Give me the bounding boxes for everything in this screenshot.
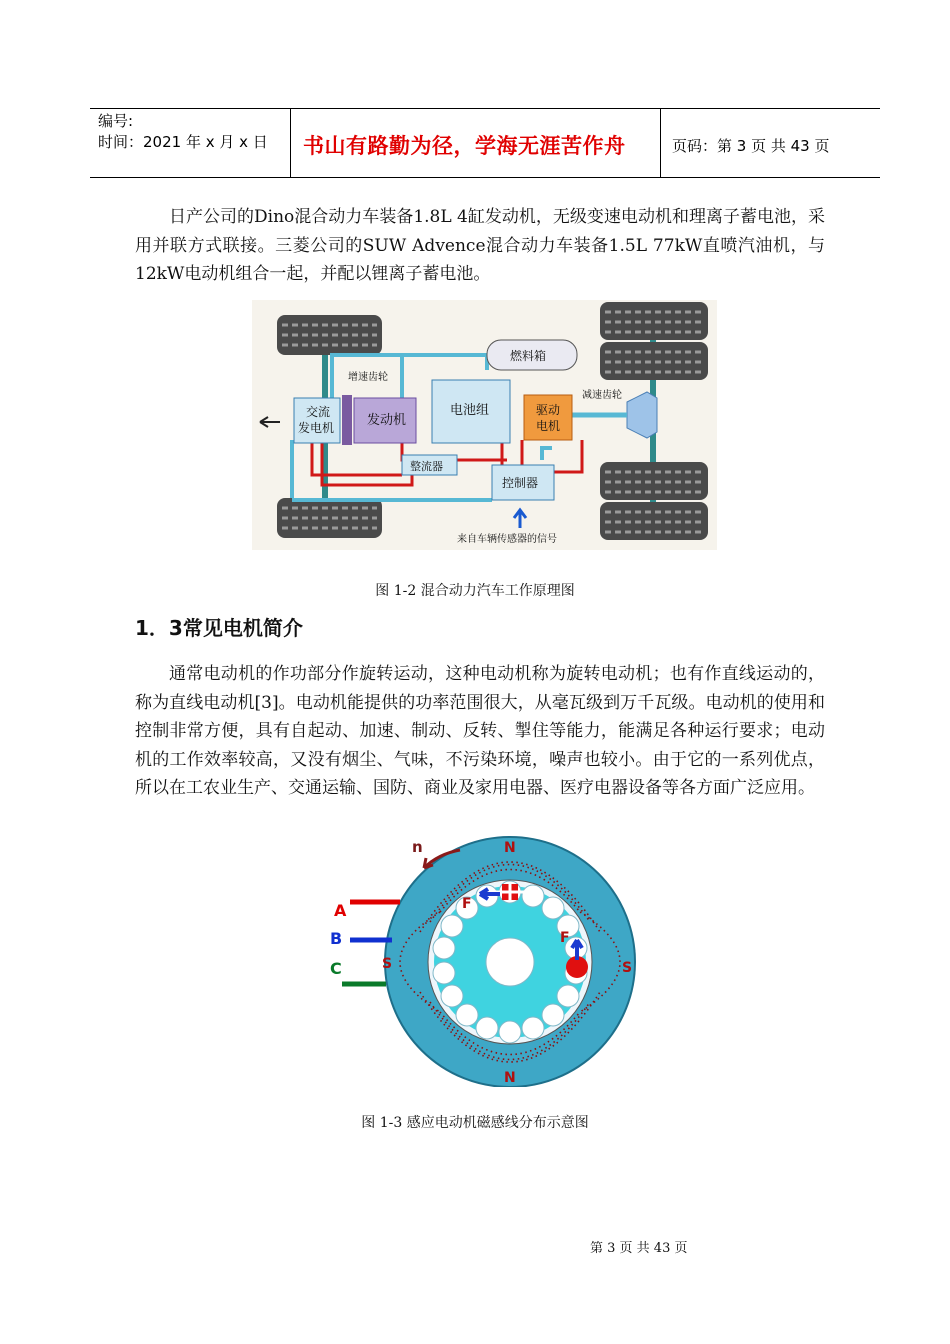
label-controller: 控制器 xyxy=(502,476,539,490)
tire-front-bottom xyxy=(277,498,382,538)
label-pole-s-right: S xyxy=(622,960,633,976)
label-n: n xyxy=(412,838,423,856)
section-title: 1．3常见电机简介 xyxy=(135,616,303,640)
label-drive-motor-2: 电机 xyxy=(536,419,561,433)
page-footer: 第 3 页 共 43 页 xyxy=(590,1241,688,1256)
header-top-rule xyxy=(90,108,880,109)
label-ac-generator-2: 发电机 xyxy=(298,421,335,435)
paragraph-2: 通常电动机的作功部分作旋转运动，这种电动机称为旋转电动机；也有作直线运动的，称为直线电动机[3]。电动机能提供的功率范围很大，从毫瓦级到万千瓦级。电动机的使用和控制非常方便，具有自起动、加速、制动、反转、掣住等能力，能满足各种运行要求；电动机的工作效率较高，又没有烟尘、气味，不污染环境，噪声也较小。由于它的一系列优点，所以在工农业生产、交通运输、国防、商业及家用电器、医疗电器设备等各方面广泛应用。 xyxy=(135,664,825,798)
drive-motor-box xyxy=(524,395,572,440)
label-pole-n-bottom: N xyxy=(504,1070,516,1086)
header-page-label: 页码：第 3 页 共 43 页 xyxy=(672,137,830,155)
label-fuel-tank: 燃料箱 xyxy=(510,349,547,363)
tire-rear-top-1 xyxy=(600,302,708,340)
label-ac-generator-1: 交流 xyxy=(306,405,331,419)
header-bottom-rule xyxy=(90,177,880,178)
label-phase-c: C xyxy=(330,959,342,978)
label-phase-a: A xyxy=(334,901,347,920)
tire-rear-top-2 xyxy=(600,342,708,380)
label-rectifier: 整流器 xyxy=(410,460,443,473)
header-motto: 书山有路勤为径，学海无涯苦作舟 xyxy=(303,134,626,158)
label-battery: 电池组 xyxy=(450,403,490,418)
label-sensor-signal: 来自车辆传感器的信号 xyxy=(457,534,557,545)
figure-2-caption: 图 1-3 感应电动机磁感线分布示意图 xyxy=(361,1115,589,1131)
label-force-right: F xyxy=(560,930,570,946)
paragraph-1: 日产公司的Dino混合动力车装备1.8L 4缸发动机，无级变速电动机和理离子蓄电池，采用并联方式联接。三菱公司的SUW Advence混合动力车装备1.5L 77kW直喷汽油机，与12kW电动机组合一起，并配以锂离子蓄电池。 xyxy=(135,207,825,284)
header-divider-left xyxy=(290,108,291,177)
label-pole-s-left: S xyxy=(382,956,393,972)
hybrid-vehicle-diagram xyxy=(252,300,717,550)
tire-rear-bottom-2 xyxy=(600,502,708,540)
label-pole-n-top: N xyxy=(504,840,516,856)
label-phase-b: B xyxy=(330,929,343,948)
tire-front-top xyxy=(277,315,382,355)
header-time-label: 时间：2021 年 x 月 x 日 xyxy=(98,133,268,151)
header-divider-right xyxy=(660,108,661,177)
header-number-label: 编号: xyxy=(98,112,134,130)
speed-up-gear-bar xyxy=(342,395,352,445)
induction-motor-diagram xyxy=(320,832,650,1087)
figure-1-caption: 图 1-2 混合动力汽车工作原理图 xyxy=(375,583,575,599)
label-speed-up-gear: 增速齿轮 xyxy=(348,372,388,383)
label-drive-motor-1: 驱动 xyxy=(536,403,561,417)
label-force-left: F xyxy=(462,896,472,912)
label-engine: 发动机 xyxy=(367,413,407,428)
label-reduction-gear: 减速齿轮 xyxy=(582,390,622,401)
tire-rear-bottom-1 xyxy=(600,462,708,500)
